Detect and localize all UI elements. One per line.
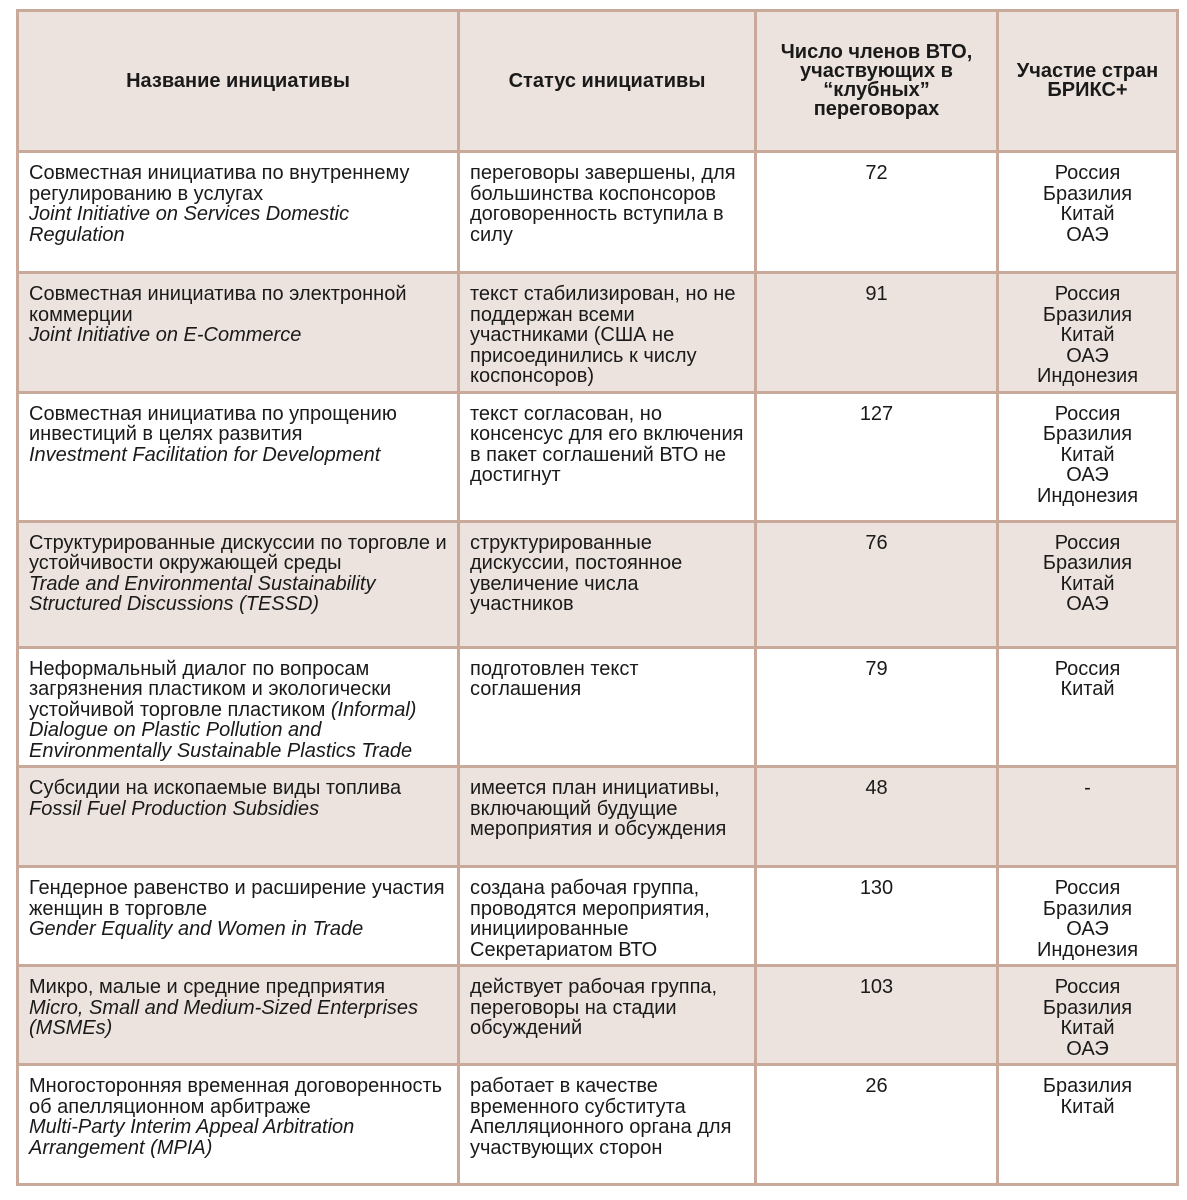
brics-country: Китай [1060,324,1115,346]
initiative-name-ru: Многосторонняя временная договоренность об апелляционном арбитраже [29,1075,443,1118]
table-row [18,966,1178,1065]
initiative-status: переговоры завершены, для большинства коспонсоров договоренность вступила в силу [459,152,756,273]
initiative-name-ru: Совместная инициатива по электронной коммерции [29,283,407,326]
initiative-name-en: Gender Equality and Women in Trade [29,918,364,940]
header-brics: Участие стран БРИКС+ [998,11,1178,152]
brics-country: Китай [1060,203,1115,225]
initiative-name-en: Multi-Party Interim Appeal Arbitration Arrangement (MPIA) [29,1116,355,1159]
brics-country: ОАЭ [1066,223,1109,246]
brics-country: Бразилия [1042,303,1133,326]
brics-country: - [1084,777,1091,799]
table-body [18,152,1178,1185]
brics-country: Россия [1054,877,1121,899]
initiative-status: имеется план инициативы, включающий будущие мероприятия и обсуждения [459,767,756,867]
brics-country: Бразилия [1042,182,1133,205]
table-row [18,647,1178,767]
brics-country: ОАЭ [1066,1037,1109,1060]
brics-participants [998,521,1178,647]
wto-members-count: 26 [756,1065,998,1185]
initiative-name-en: Trade and Environmental Sustainability Structured Discussions (TESSD) [29,572,376,615]
initiative-name-cell [18,867,459,966]
brics-participants [998,273,1178,393]
initiative-name-ru: Субсидии на ископаемые виды топлива [29,777,402,799]
brics-country: Бразилия [1042,897,1133,920]
initiative-name-en: Fossil Fuel Production Subsidies [29,797,320,820]
brics-country: Бразилия [1042,996,1133,1019]
brics-participants [998,392,1178,521]
wto-members-count: 103 [756,966,998,1065]
header-members: Число членов ВТО, участвующих в “клубных” переговорах [756,11,998,152]
initiative-name-cell [18,966,459,1065]
brics-country: ОАЭ [1066,593,1109,615]
table-row [18,521,1178,647]
initiative-name-ru: Совместная инициатива по внутреннему регулированию в услугах [29,162,410,205]
wto-members-count: 91 [756,273,998,393]
wto-members-count: 79 [756,647,998,767]
brics-country: ОАЭ [1066,344,1109,367]
brics-participants [998,767,1178,867]
wto-members-count: 127 [756,392,998,521]
brics-country: Индонезия [1036,938,1139,961]
brics-country: Россия [1054,531,1121,554]
initiative-name-ru: Структурированные дискуссии по торговле и устойчивости окружающей среды [29,531,447,574]
brics-country: Россия [1054,162,1121,184]
initiative-name-cell [18,1065,459,1185]
header-status: Статус инициативы [459,11,756,152]
initiative-name-cell [18,521,459,647]
brics-country: Бразилия [1042,423,1133,445]
initiative-name-ru: Совместная инициатива по упрощению инвестиций в целях развития [29,402,397,445]
initiative-name-en: Joint Initiative on E-Commerce [29,324,302,346]
wto-members-count: 48 [756,767,998,867]
initiative-name-en: (Informal) Dialogue on Plastic Pollution and Environmentally Sustainable Plastics Trade [29,698,417,762]
initiative-name-ru: Микро, малые и средние предприятия [29,976,386,998]
brics-country: Китай [1060,572,1115,595]
brics-country: Россия [1054,283,1121,305]
header-row [18,11,1178,152]
table-row [18,392,1178,521]
brics-participants [998,1065,1178,1185]
table-row [18,767,1178,867]
initiative-status: текст стабилизирован, но не поддержан всеми участниками (США не присоединились к числу коспонсоров) [459,273,756,393]
initiative-name-en: Investment Facilitation for Development [29,443,381,466]
wto-members-count: 72 [756,152,998,273]
initiative-status: подготовлен текст соглашения [459,647,756,767]
initiative-name-cell [18,152,459,273]
brics-participants [998,647,1178,767]
initiative-name-en: Joint Initiative on Services Domestic Regulation [29,203,350,246]
initiative-name-cell [18,392,459,521]
initiative-name-en: Micro, Small and Medium-Sized Enterprises (MSMEs) [29,996,419,1039]
initiative-status: текст согласован, но консенсус для его включения в пакет соглашений ВТО не достигнут [459,392,756,521]
initiative-status: создана рабочая группа, проводятся мероприятия, инициированные Секретариатом ВТО [459,867,756,966]
brics-country: Китай [1060,678,1115,700]
initiative-name-cell [18,273,459,393]
brics-country: ОАЭ [1066,464,1109,486]
brics-country: Индонезия [1036,484,1139,507]
table-row [18,867,1178,966]
brics-country: Индонезия [1036,365,1139,387]
brics-country: Китай [1060,1095,1115,1118]
initiative-name-cell [18,647,459,767]
initiative-status: действует рабочая группа, переговоры на стадии обсуждений [459,966,756,1065]
initiative-name-ru: Гендерное равенство и расширение участия женщин в торговле [29,877,445,920]
brics-country: ОАЭ [1066,918,1109,940]
brics-country: Бразилия [1042,1075,1133,1097]
initiative-name-cell [18,767,459,867]
initiative-status: структурированные дискуссии, постоянное увеличение числа участников [459,521,756,647]
brics-country: Россия [1054,402,1121,425]
table-row [18,1065,1178,1185]
brics-country: Китай [1060,1017,1115,1039]
wto-members-count: 130 [756,867,998,966]
brics-country: Китай [1060,443,1115,466]
brics-participants [998,966,1178,1065]
brics-participants [998,867,1178,966]
brics-participants [998,152,1178,273]
wto-members-count: 76 [756,521,998,647]
table-row [18,152,1178,273]
table-row [18,273,1178,393]
brics-country: Россия [1054,976,1121,998]
initiatives-table [16,9,1179,1186]
initiative-name-ru: Неформальный диалог по вопросам загрязнения пластиком и экологически устойчивой торговле пластиком [29,657,392,721]
brics-country: Бразилия [1042,552,1133,574]
brics-country: Россия [1054,657,1121,680]
header-name: Название инициативы [18,11,459,152]
initiative-status: работает в качестве временного субститута Апелляционного органа для участвующих сторон [459,1065,756,1185]
